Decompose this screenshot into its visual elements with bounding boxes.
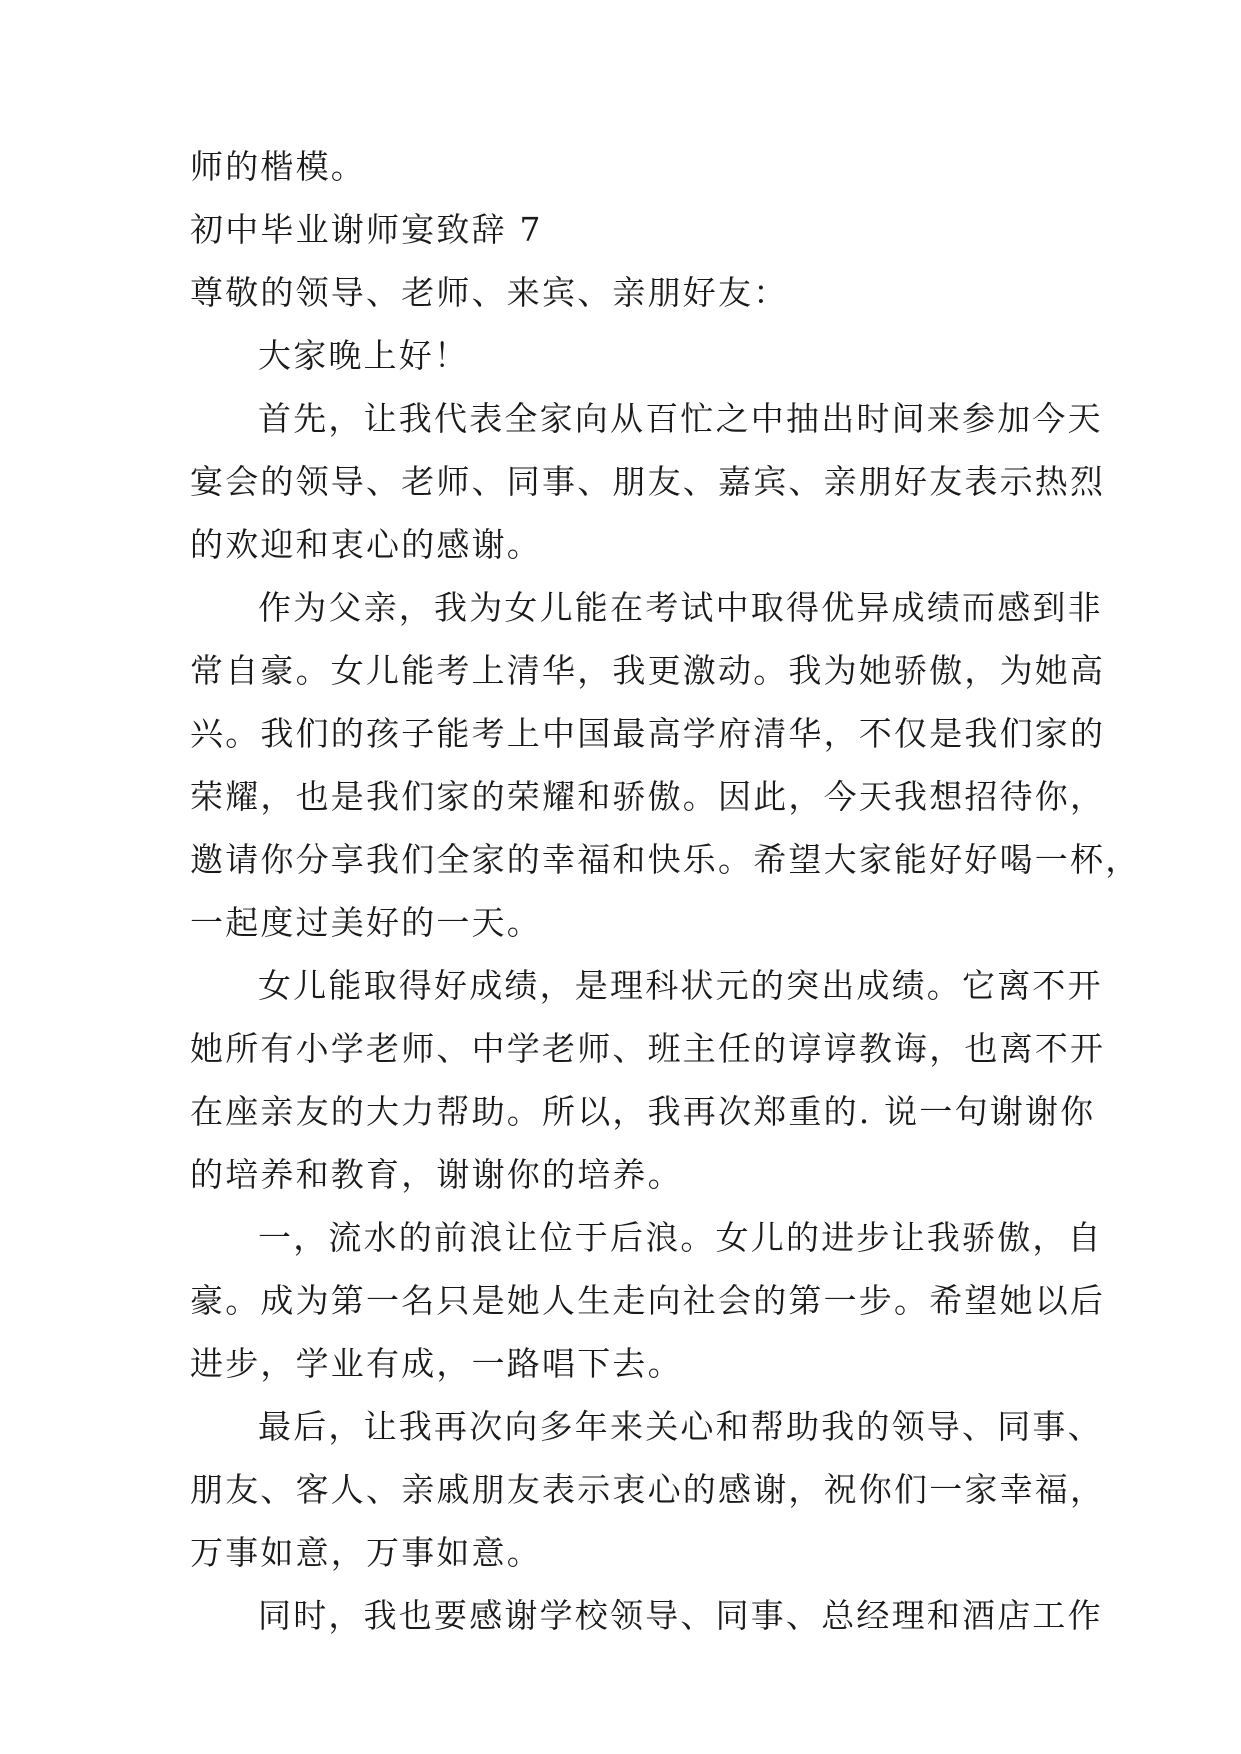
paragraph-line: 常自豪。女儿能考上清华，我更激动。我为她骄傲，为她高 bbox=[190, 651, 1106, 690]
paragraph-line: 最后，让我再次向多年来关心和帮助我的领导、同事、 bbox=[258, 1407, 1103, 1446]
paragraph-line: 在座亲友的大力帮助。所以，我再次郑重的. 说一句谢谢你 bbox=[190, 1092, 1096, 1131]
paragraph-line: 同时，我也要感谢学校领导、同事、总经理和酒店工作 bbox=[258, 1596, 1103, 1635]
salutation: 尊敬的领导、老师、来宾、亲朋好友： bbox=[190, 273, 789, 312]
section-title: 初中毕业谢师宴致辞 7 bbox=[190, 210, 543, 249]
text-line: 师的楷模。 bbox=[190, 147, 366, 186]
paragraph-line: 荣耀，也是我们家的荣耀和骄傲。因此，今天我想招待你， bbox=[190, 777, 1106, 816]
paragraph-line: 一起度过美好的一天。 bbox=[190, 903, 542, 942]
greeting: 大家晚上好！ bbox=[258, 336, 470, 375]
paragraph-line: 的欢迎和衷心的感谢。 bbox=[190, 525, 542, 564]
paragraph-line: 首先，让我代表全家向从百忙之中抽出时间来参加今天 bbox=[258, 399, 1103, 438]
paragraph-line: 朋友、客人、亲戚朋友表示衷心的感谢，祝你们一家幸福， bbox=[190, 1470, 1106, 1509]
paragraph-line: 进步，学业有成，一路唱下去。 bbox=[190, 1344, 683, 1383]
paragraph-line: 豪。成为第一名只是她人生走向社会的第一步。希望她以后 bbox=[190, 1281, 1106, 1320]
paragraph-line: 宴会的领导、老师、同事、朋友、嘉宾、亲朋好友表示热烈 bbox=[190, 462, 1106, 501]
paragraph-line: 她所有小学老师、中学老师、班主任的谆谆教诲，也离不开 bbox=[190, 1029, 1106, 1068]
paragraph-line: 万事如意，万事如意。 bbox=[190, 1533, 542, 1572]
paragraph-line: 的培养和教育，谢谢你的培养。 bbox=[190, 1155, 683, 1194]
paragraph-line: 作为父亲，我为女儿能在考试中取得优异成绩而感到非 bbox=[258, 588, 1103, 627]
paragraph-line: 邀请你分享我们全家的幸福和快乐。希望大家能好好喝一杯， bbox=[190, 840, 1141, 879]
paragraph-line: 女儿能取得好成绩，是理科状元的突出成绩。它离不开 bbox=[258, 966, 1103, 1005]
paragraph-line: 一，流水的前浪让位于后浪。女儿的进步让我骄傲，自 bbox=[258, 1218, 1103, 1257]
paragraph-line: 兴。我们的孩子能考上中国最高学府清华，不仅是我们家的 bbox=[190, 714, 1106, 753]
